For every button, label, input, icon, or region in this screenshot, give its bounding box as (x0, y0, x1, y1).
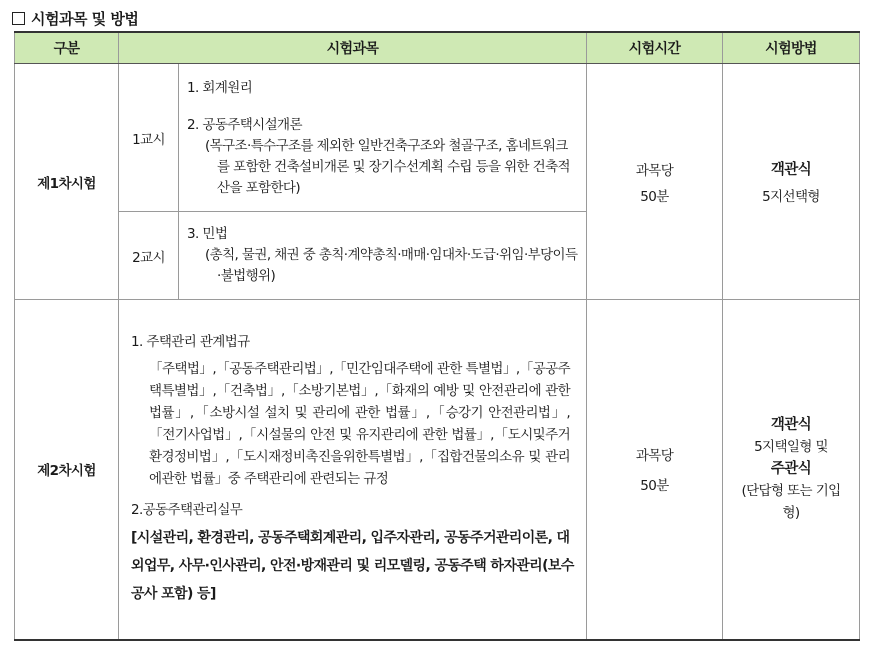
exam1-label: 제1차시험 (15, 64, 119, 300)
table-row (15, 300, 860, 640)
subject-civil-law: 3. 민법 (187, 226, 228, 242)
subject-housing-practice-detail: [시설관리, 환경관리, 공동주택회계관리, 입주자관리, 공동주거관리이론, 대외업무, 사무·인사관리, 안전·방재관리 및 리모델링, 공동주택 하자관리(보수공사 포함) 등] (131, 530, 574, 603)
subject-housing-laws: 1. 주택관리 관계법규 (131, 334, 250, 351)
subject-housing-facilities-detail: (목구조·특수구조를 제외한 일반건축구조와 철골구조, 홈네트워크를 포함한 건축설비개론 및 장기수선계획 수립 등을 위한 건축적산을 포함한다) (205, 138, 570, 196)
exam1-period1: 1교시 (119, 64, 179, 212)
header-category: 구분 (15, 32, 119, 64)
checkbox-square-icon (12, 12, 25, 25)
subject-housing-facilities: 2. 공동주택시설개론 (187, 117, 302, 133)
exam2-label: 제2차시험 (15, 300, 119, 640)
exam-table (14, 31, 860, 641)
header-method: 시험방법 (723, 32, 860, 64)
section-title (12, 8, 138, 29)
exam1-method (723, 64, 860, 300)
exam1-time-per: 과목당 (635, 162, 674, 179)
exam2-subjects (119, 300, 587, 640)
subject-accounting: 1. 회계원리 (187, 80, 253, 96)
exam2-method-type2: 주관식 (770, 461, 812, 478)
exam2-method-type1: 객관식 (770, 417, 812, 434)
exam1-method-detail: 5지선택형 (762, 189, 820, 205)
section-title-text: 시험과목 및 방법 (31, 10, 139, 28)
exam1-period2: 2교시 (119, 212, 179, 300)
exam2-method-detail1: 5지택일형 및 (754, 439, 828, 456)
exam1-time-minutes: 50분 (640, 188, 669, 205)
exam1-period1-subjects (179, 64, 587, 212)
subject-housing-laws-list: 「주택법」,「공동주택관리법」,「민간임대주택에 관한 특별법」,「공공주택특별법」,「건축법」,「소방기본법」,「화재의 예방 및 안전관리에 관한 법률」,「소방시설 설치 및 관리에 관한 법률」,「승강기 안전관리법」,「전기사업법」,「시설물의 안전 및 유지관리에 관한 법률」,「도시및주거환경정비법」,「도시재정비촉진을위한특별법」,「집합건물의소유 및 관리에관한 법률」중 주택관리에 관련되는 규정 (149, 361, 571, 488)
exam2-method (723, 300, 860, 640)
exam2-time-minutes: 50분 (640, 478, 669, 495)
header-time: 시험시간 (587, 32, 723, 64)
exam1-method-type: 객관식 (770, 162, 812, 178)
table-row (15, 64, 860, 212)
exam2-time-per: 과목당 (635, 448, 674, 465)
table-header-row (15, 32, 860, 64)
exam2-time (587, 300, 723, 640)
subject-civil-law-detail: (총칙, 물권, 채권 중 총칙·계약총칙·매매·임대차·도급·위임·부당이득·불법행위) (205, 247, 578, 284)
header-subjects: 시험과목 (119, 32, 587, 64)
exam1-time (587, 64, 723, 300)
exam2-method-detail2: (단답형 또는 기입형) (741, 483, 841, 522)
subject-housing-practice: 2.공동주택관리실무 (131, 502, 243, 519)
exam1-period2-subjects (179, 212, 587, 300)
